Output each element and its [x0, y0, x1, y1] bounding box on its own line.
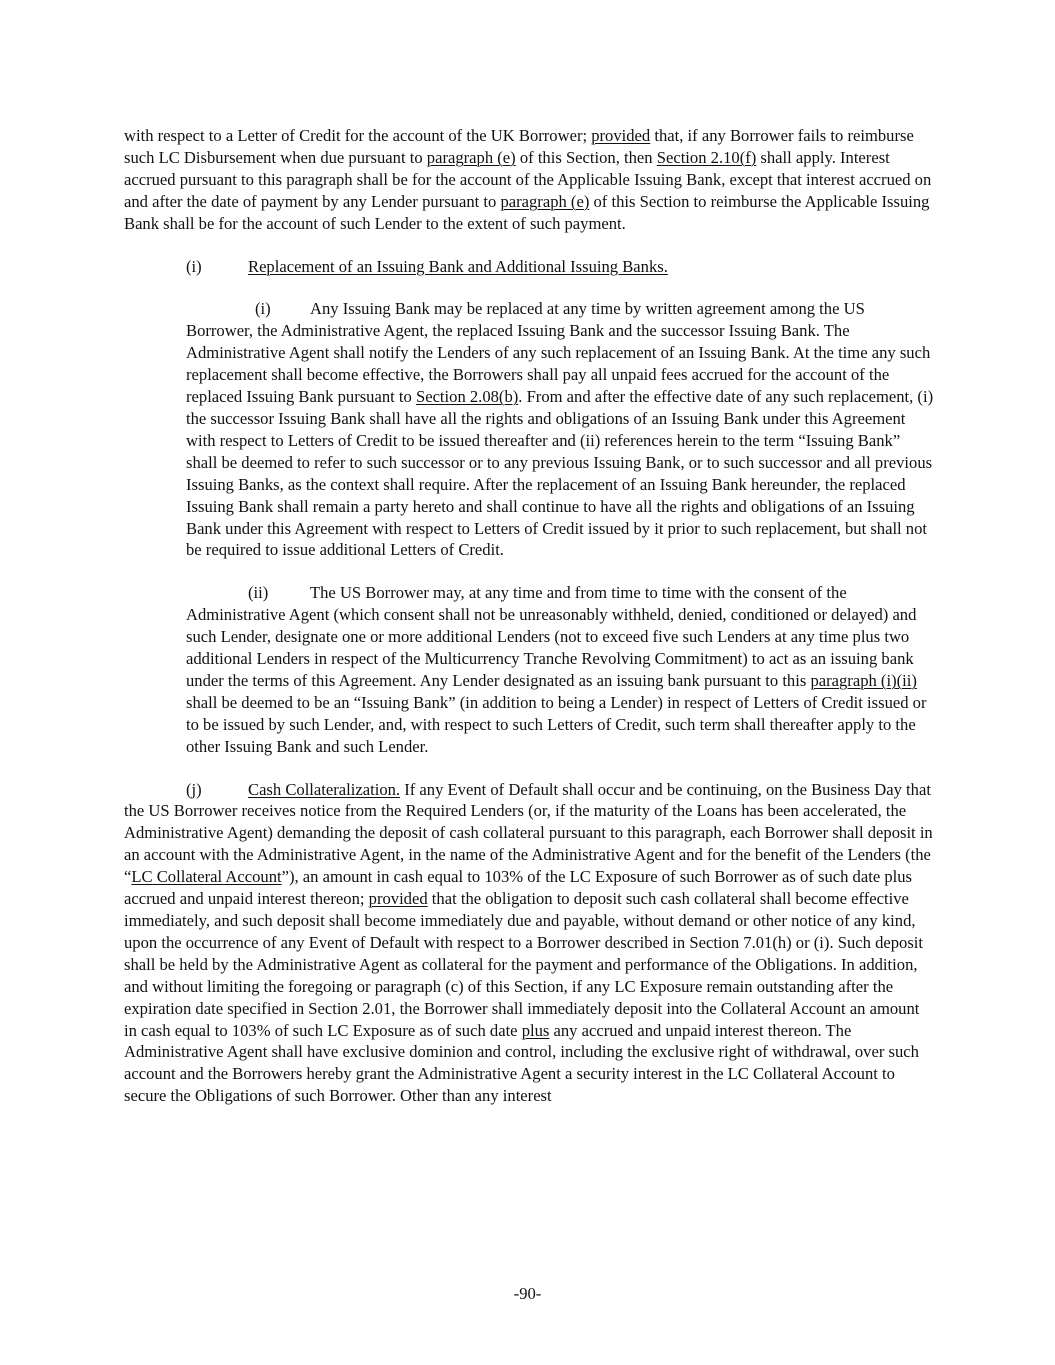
paragraph-spacer [124, 277, 934, 298]
text-run: of this Section to reimburse the Applicable Issuing Bank shall be for the account of such Lender to the extent of such payment. [124, 191, 930, 233]
text-run: The US Borrower may, at any time and from time to time with the consent of the Administrative Agent (which consent shall not be unreasonably withheld, denied, conditioned or delayed) and such Lender, designate one or more additional Lenders (not to exceed five such Lenders at any time plus two additional Lenders in respect of the Multicurrency Tranche Revolving Commitment) to act as an issuing bank under the terms of this Agreement. Any Lender designated as an issuing bank pursuant to this [186, 583, 917, 690]
text-run: that the obligation to deposit such cash collateral shall become effective immediately, and such deposit shall become immediately due and payable, without demand or other notice of any kind, upon the occurrence of any Event of Default with respect to a Borrower described in Section 7.01(h) or (i). Such deposit shall be held by the Administrative Agent as collateral for the payment and performance of the Obligations. In addition, and without limiting the foregoing or paragraph (c) of this Section, if any LC Exposure remain outstanding after the expiration date specified in Section 2.01, the Borrower shall immediately deposit into the Collateral Account an amount in cash equal to 103% of such LC Exposure as of such date [124, 889, 924, 1040]
subsection-i-paragraph [186, 298, 934, 561]
defined-term: LC Collateral Account [131, 867, 282, 887]
text-run: shall be deemed to be an “Issuing Bank” (in addition to being a Lender) in respect of Letters of Credit issued or to be issued by such Lender, and, with respect to such Letters of Credit, such term shall thereafter apply to the other Issuing Bank and such Lender. [186, 692, 927, 756]
paragraph-spacer [124, 235, 934, 256]
paragraph-spacer [186, 561, 934, 582]
section-label: (j) [186, 779, 202, 799]
text-run: of this Section, then [515, 147, 657, 167]
cross-reference: paragraph (i)(ii) [810, 670, 917, 690]
text-run: If any Event of Default shall occur and be continuing, on the Business Day that the US Borrower receives notice from the Required Lenders (or, if the maturity of the Loans has been accelerated, the Administrative Agent) demanding the deposit of cash collateral pursuant to this paragraph, each Borrower shall deposit in an account with the Administrative Agent, in the name of the Administrative Agent and for the benefit of the Lenders (the “ [124, 779, 933, 887]
text-run: shall apply. Interest accrued pursuant to this paragraph shall be for the account of the Applicable Issuing Bank, except that interest accrued on and after the date of payment by any Lender pursuant to [124, 147, 932, 211]
section-title: Cash Collateralization. [248, 779, 401, 799]
subsection-i-block [186, 298, 934, 757]
cross-reference: paragraph (e) [500, 191, 590, 211]
paragraph-spacer [124, 758, 934, 779]
text-run: Any Issuing Bank may be replaced at any time by written agreement among the US Borrower, the Administrative Agent, the replaced Issuing Bank and the successor Issuing Bank. The Administrative Agent shall notify the Lenders of any such replacement of an Issuing Bank. At the time any such replacement shall become effective, the Borrowers shall pay all unpaid fees accrued for the account of the replaced Issuing Bank pursuant to [186, 299, 931, 407]
section-j-paragraph [124, 779, 934, 1108]
subsection-label: (ii) [248, 583, 269, 603]
defined-term-provided: provided [368, 889, 428, 909]
cross-reference: Section 2.10(f) [656, 147, 757, 167]
cross-reference: paragraph (e) [426, 147, 516, 167]
paragraph-continuation [124, 125, 934, 235]
cross-reference: Section 2.08(b) [415, 387, 519, 407]
subsection-label: (i) [255, 299, 271, 319]
section-title: Replacement of an Issuing Bank and Additional Issuing Banks. [248, 256, 668, 276]
text-run: any accrued and unpaid interest thereon. The Administrative Agent shall have exclusive dominion and control, including the exclusive right of withdrawal, over such account and the Borrowers hereby grant the Administrative Agent a security interest in the LC Collateral Account to secure the Obligations of such Borrower. Other than any interest [124, 1020, 919, 1106]
subsection-ii-paragraph [186, 582, 934, 757]
text-run: with respect to a Letter of Credit for the account of the UK Borrower; [124, 126, 592, 145]
defined-term-provided: provided [591, 126, 651, 145]
text-run: ”), an amount in cash equal to 103% of the LC Exposure of such Borrower as of such date plus accrued and unpaid interest thereon; [124, 867, 913, 909]
document-page [124, 125, 934, 1107]
page-number: -90- [513, 1284, 542, 1303]
section-label: (i) [186, 256, 202, 276]
section-i-heading [124, 256, 934, 278]
text-run: that, if any Borrower fails to reimburse such LC Disbursement when due pursuant to [124, 126, 914, 167]
defined-term-plus: plus [521, 1020, 550, 1040]
text-run: . From and after the effective date of any such replacement, (i) the successor Issuing Bank shall have all the rights and obligations of an Issuing Bank under this Agreement with respect to Letters of Credit to be issued thereafter and (ii) references herein to the term “Issuing Bank” shall be deemed to refer to such successor or to any previous Issuing Bank, or to such successor and all previous Issuing Banks, as the context shall require. After the replacement of an Issuing Bank hereunder, the replaced Issuing Bank shall remain a party hereto and shall continue to have all the rights and obligations of an Issuing Bank under this Agreement with respect to Letters of Credit issued by it prior to such replacement, but shall not be required to issue additional Letters of Credit. [186, 387, 934, 560]
